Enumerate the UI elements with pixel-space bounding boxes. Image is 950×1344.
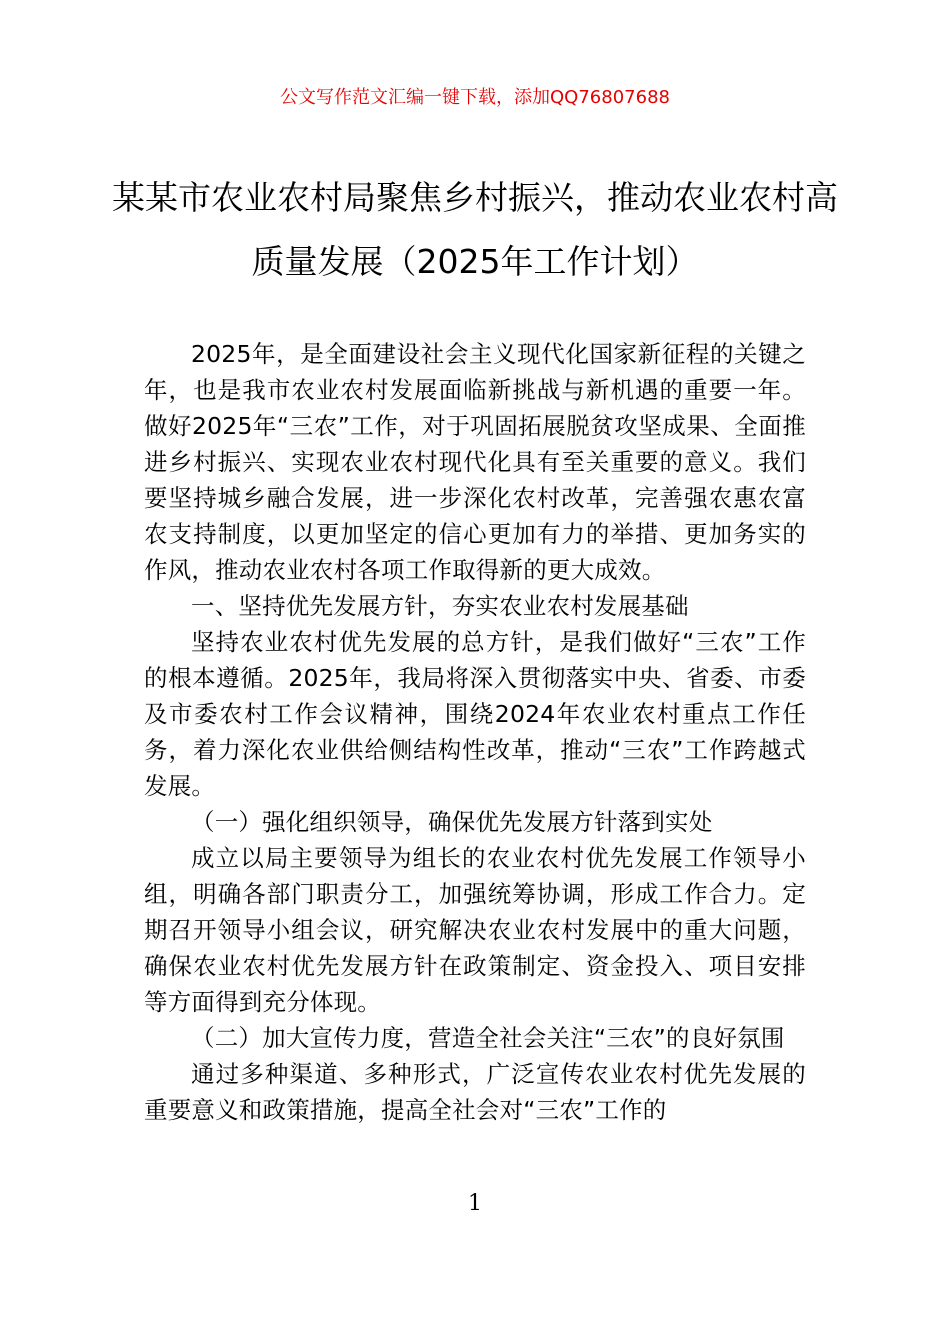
subsection-paragraph-2: 通过多种渠道、多种形式，广泛宣传农业农村优先发展的重要意义和政策措施，提高全社会对“三农”工作的 — [144, 1060, 806, 1124]
section-heading-1: 一、坚持优先发展方针，夯实农业农村发展基础 — [191, 592, 689, 620]
subsection-paragraph-1: 成立以局主要领导为组长的农业农村优先发展工作领导小组，明确各部门职责分工，加强统筹协调，形成工作合力。定期召开领导小组会议，研究解决农业农村发展中的重大问题，确保农业农村优先发展方针在政策制定、资金投入、项目安排等方面得到充分体现。 — [144, 844, 806, 1016]
document-body — [144, 336, 806, 1128]
subsection-heading-2: （二）加大宣传力度，营造全社会关注“三农”的良好氛围 — [191, 1024, 785, 1052]
section-paragraph-1: 坚持农业农村优先发展的总方针，是我们做好“三农”工作的根本遵循。2025年，我局将深入贯彻落实中央、省委、市委及市委农村工作会议精神，围绕2024年农业农村重点工作任务，着力深化农业供给侧结构性改革，推动“三农”工作跨越式发展。 — [144, 628, 806, 800]
document-title: 某某市农业农村局聚焦乡村振兴，推动农业农村高质量发展（2025年工作计划） — [112, 178, 838, 281]
intro-paragraph: 2025年，是全面建设社会主义现代化国家新征程的关键之年，也是我市农业农村发展面临新挑战与新机遇的重要一年。做好2025年“三农”工作，对于巩固拓展脱贫攻坚成果、全面推进乡村振兴、实现农业农村现代化具有至关重要的意义。我们要坚持城乡融合发展，进一步深化农村改革，完善强农惠农富农支持制度，以更加坚定的信心更加有力的举措、更加务实的作风，推动农业农村各项工作取得新的更大成效。 — [144, 340, 806, 584]
subsection-heading-1: （一）强化组织领导，确保优先发展方针落到实处 — [191, 808, 713, 836]
promo-header: 公文写作范文汇编一键下载，添加QQ76807688 — [280, 87, 670, 108]
page-number: 1 — [468, 1191, 482, 1216]
